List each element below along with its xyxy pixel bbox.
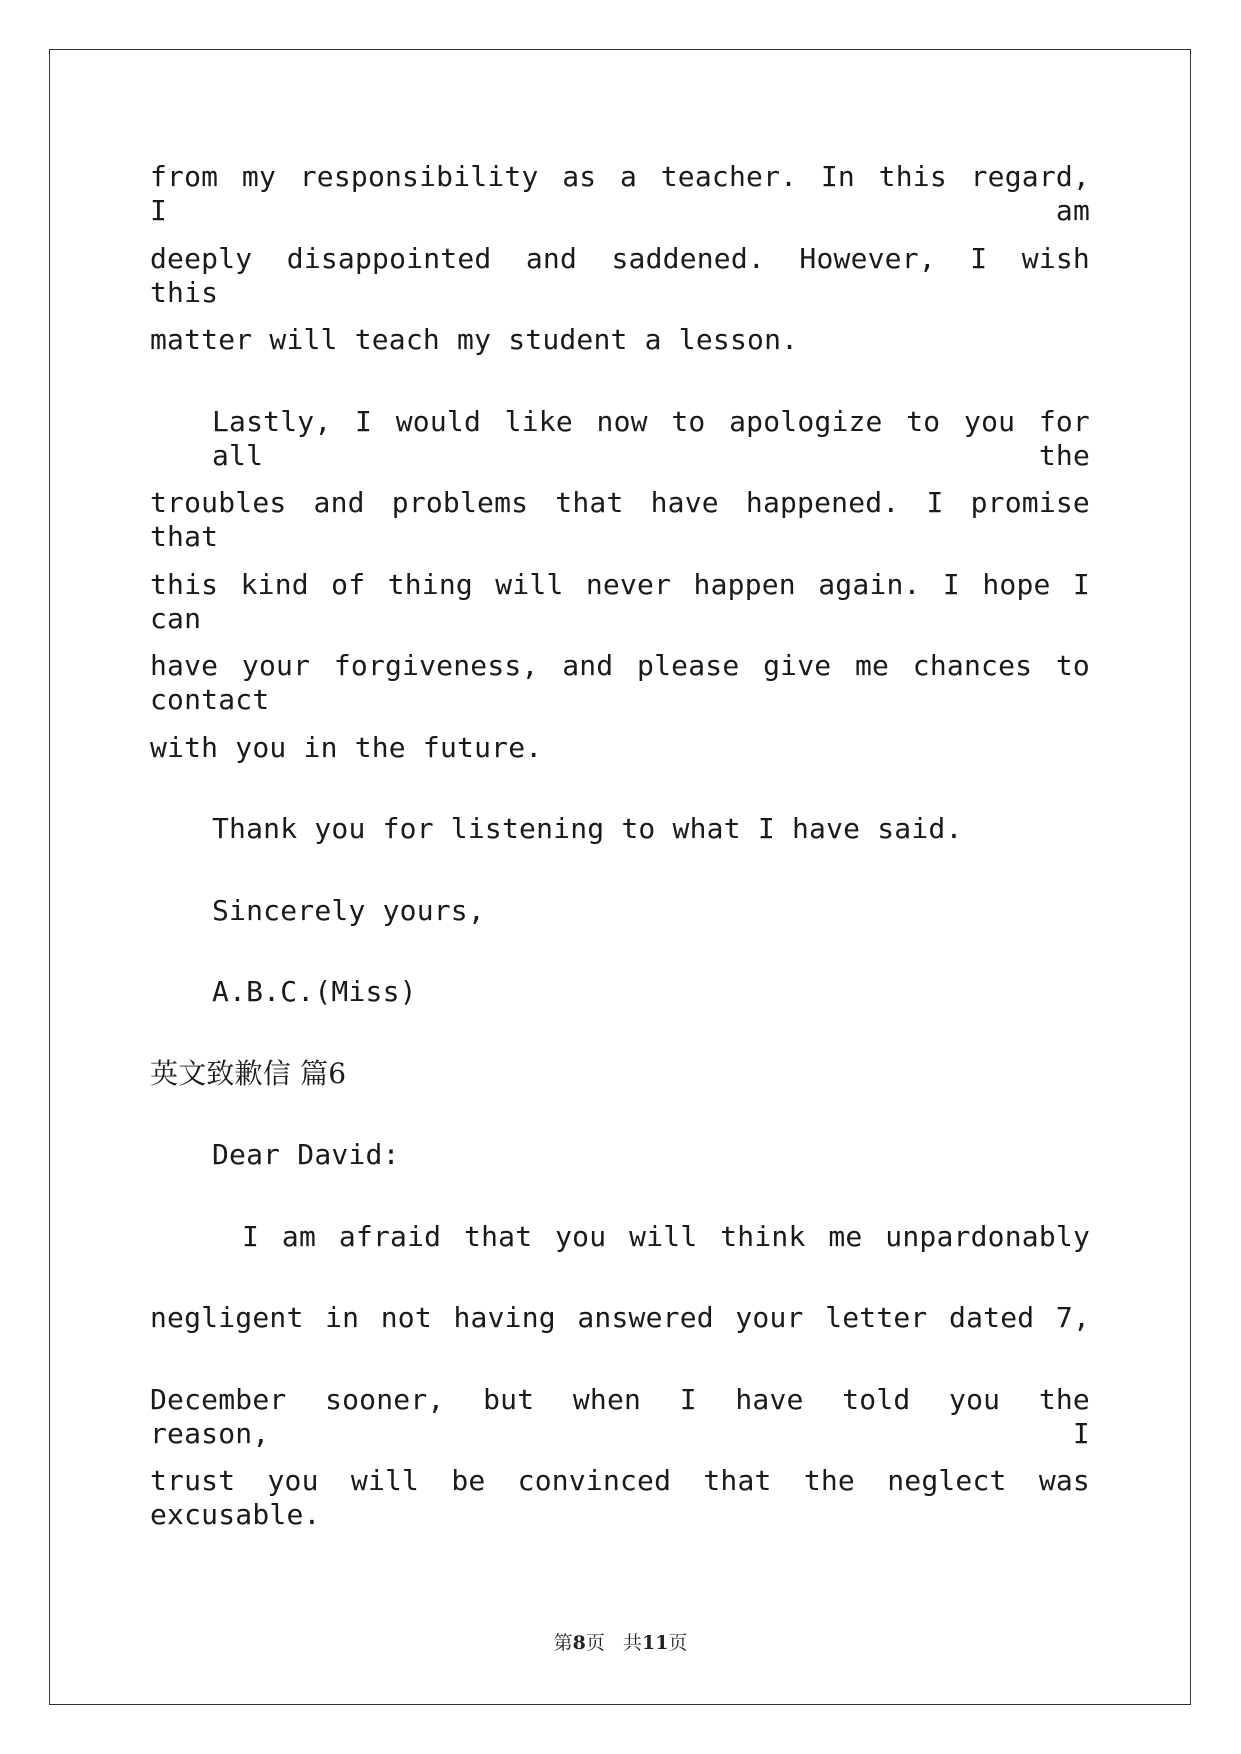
greeting: Dear David: [212,1138,400,1171]
page-suffix: 页 [585,1632,605,1654]
text-line: Lastly, I would like now to apologize to you for all the [212,404,1090,472]
page-number: 8 [572,1632,586,1654]
text-line: with you in the future. [150,730,543,764]
closing-salutation: Sincerely yours, [212,893,485,927]
text-line: matter will teach my student a lesson. [150,323,799,356]
page-prefix: 第 [553,1632,573,1654]
text-line: trust you will be convinced that the neglect was excusable. [150,1464,1090,1531]
signature: A.B.C.(Miss) [212,975,417,1008]
text-line: troubles and problems that have happened. I promise that [150,486,1090,553]
text-line: negligent in not having answered your letter dated 7, [150,1301,1090,1334]
text-line: deeply disappointed and saddened. However, I wish this [150,241,1090,309]
total-suffix: 页 [668,1632,688,1654]
text-line: this kind of thing will never happen again. I hope I can [150,567,1090,635]
total-prefix: 共 [622,1632,642,1654]
text-line: from my responsibility as a teacher. In this regard, I am [150,160,1090,227]
page-footer [0,1628,1241,1655]
section-heading: 英文致歉信 篇6 [150,1056,347,1090]
text-line: December sooner, but when I have told you the reason, I [150,1382,1090,1450]
text-line: I am afraid that you will think me unpardonably [242,1219,1090,1253]
document-body [150,160,1090,1546]
text-line: Thank you for listening to what I have said. [212,812,963,845]
text-line: have your forgiveness, and please give me chances to contact [150,649,1090,716]
total-pages: 11 [641,1632,669,1654]
